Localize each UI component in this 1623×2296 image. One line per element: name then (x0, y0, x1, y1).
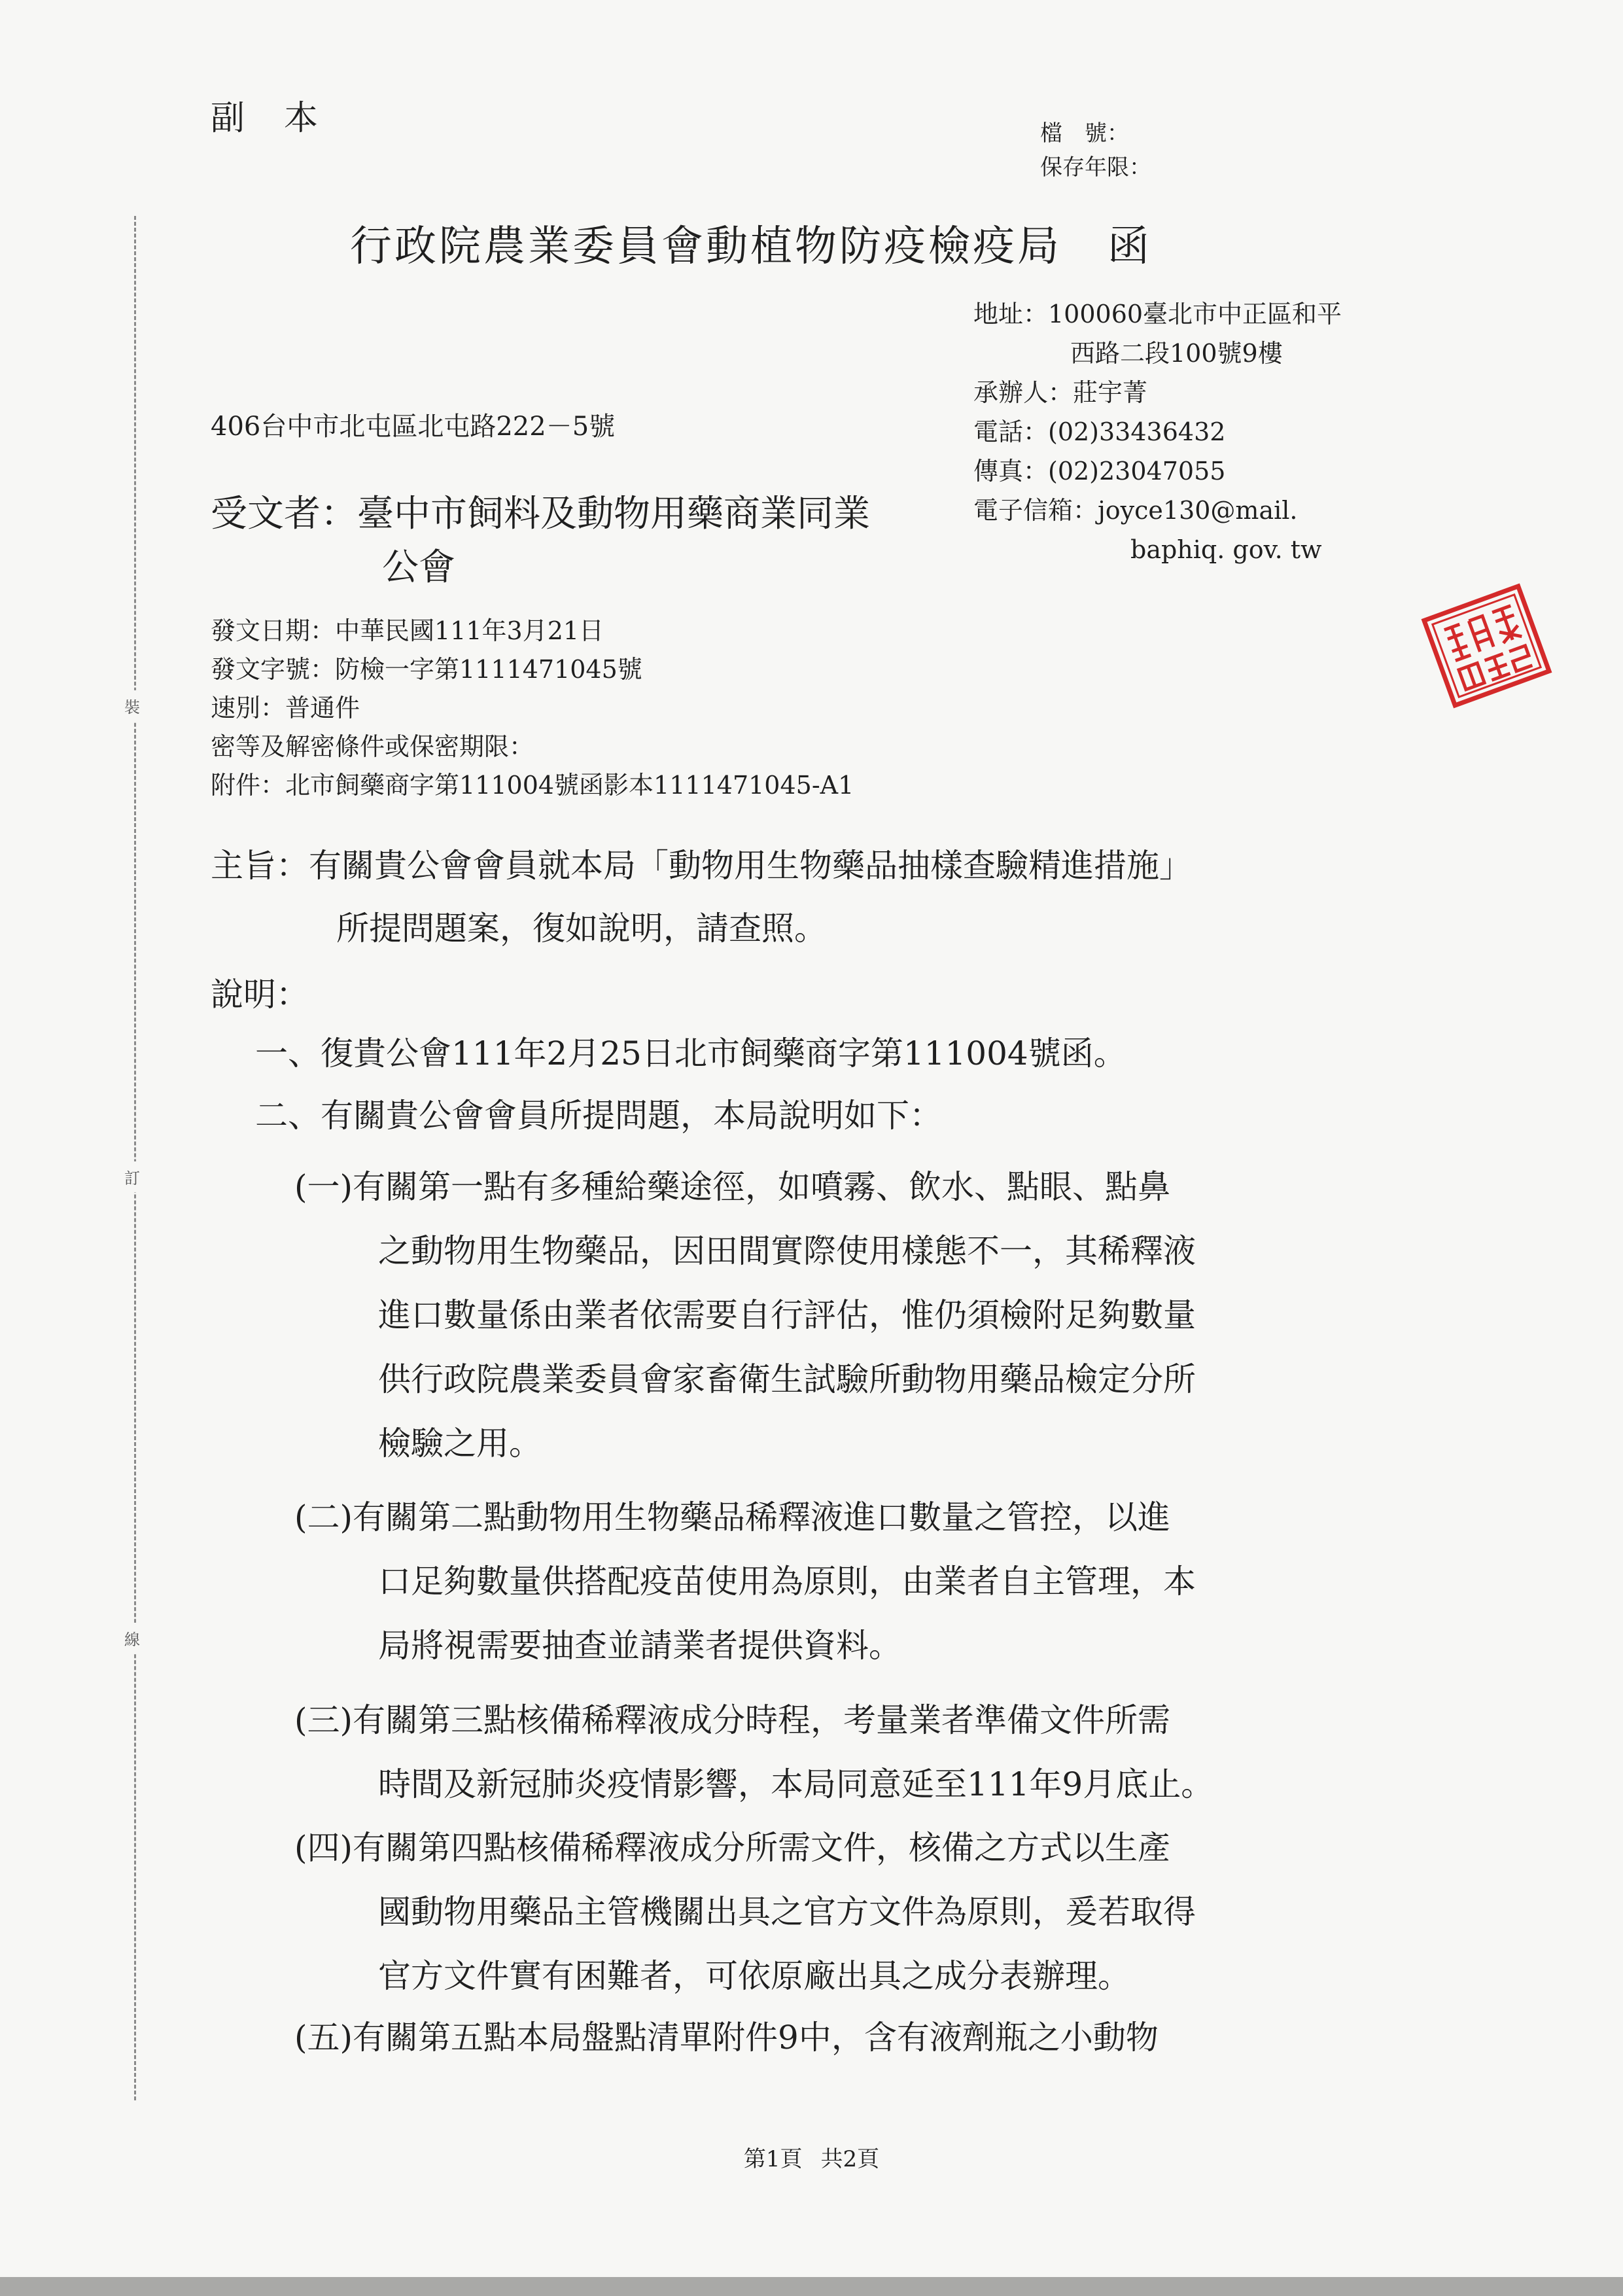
phone: 電話：(02)33436432 (973, 417, 1226, 446)
file-meta (1040, 116, 1151, 185)
agency-name: 行政院農業委員會動植物防疫檢疫局 (350, 222, 1062, 271)
secrecy-level: 密等及解密條件或保密期限： (211, 732, 534, 761)
sub-item-5 (294, 2005, 1159, 2070)
sub-item-1-line: 之動物用生物藥品，因田間實際使用樣態不一，其稀釋液 (378, 1232, 1196, 1270)
subject (211, 834, 1192, 960)
address-line1: 地址：100060臺北市中正區和平 (973, 300, 1342, 328)
recipient-line2: 公會 (382, 546, 455, 589)
contact-block (973, 294, 1342, 569)
sub-item-1-line: (一)有關第一點有多種給藥途徑，如噴霧、飲水、點眼、點鼻 (294, 1168, 1171, 1206)
recipient-address: 406台中市北屯區北屯路222－5號 (211, 412, 616, 442)
subject-line1: 主旨：有關貴公會會員就本局「動物用生物藥品抽樣查驗精進措施」 (211, 847, 1192, 885)
sub-item-4-line: (四)有關第四點核備稀釋液成分所需文件，核備之方式以生產 (294, 1829, 1171, 1867)
document-title (350, 213, 1152, 273)
sub-item-1-line: 檢驗之用。 (378, 1424, 542, 1462)
sub-item-4-line: 國動物用藥品主管機關出具之官方文件為原則，爰若取得 (378, 1893, 1196, 1931)
page-number: 第1頁 (743, 2146, 803, 2172)
subject-line2: 所提問題案，復如說明，請查照。 (336, 910, 827, 947)
sub-item-4 (294, 1816, 1196, 2008)
handler: 承辦人：莊宇菁 (973, 378, 1148, 407)
email-line1: 電子信箱：joyce130@mail. (973, 496, 1298, 525)
sub-item-2-line: (二)有關第二點動物用生物藥品稀釋液進口數量之管控，以進 (294, 1498, 1171, 1536)
sub-item-3-line: (三)有關第三點核備稀釋液成分時程，考量業者準備文件所需 (294, 1701, 1171, 1739)
binding-mark-xian: 線 (124, 1623, 140, 1653)
document-metadata (211, 612, 854, 805)
file-number-label: 檔 號： (1040, 120, 1129, 147)
official-seal-stamp (1419, 581, 1554, 710)
sub-item-2-line: 局將視需要抽查並請業者提供資料。 (378, 1627, 901, 1665)
sub-item-2-line: 口足夠數量供搭配疫苗使用為原則，由業者自主管理，本 (378, 1563, 1196, 1600)
page-total: 共2頁 (820, 2146, 880, 2172)
recipient-line1: 受文者：臺中市飼料及動物用藥商業同業 (211, 493, 870, 535)
fax: 傳真：(02)23047055 (973, 457, 1226, 486)
address-line2: 西路二段100號9樓 (1070, 339, 1283, 368)
scan-edge (0, 2277, 1623, 2296)
delivery-speed: 速別：普通件 (211, 694, 360, 722)
issue-date: 發文日期：中華民國111年3月21日 (211, 616, 604, 645)
attachment: 附件：北市飼藥商字第111004號函影本1111471045-A1 (211, 771, 854, 800)
sub-item-4-line: 官方文件實有困難者，可依原廠出具之成分表辦理。 (378, 1957, 1130, 1995)
sub-item-1 (294, 1155, 1196, 1475)
sub-item-5-line: (五)有關第五點本局盤點清單附件9中，含有液劑瓶之小動物 (294, 2019, 1159, 2057)
sub-item-1-line: 進口數量係由業者依需要自行評估，惟仍須檢附足夠數量 (378, 1296, 1196, 1334)
description-item-2: 二、有關貴公會會員所提問題，本局說明如下： (255, 1097, 942, 1135)
description-label: 說明： (211, 976, 309, 1014)
sub-item-3-line: 時間及新冠肺炎疫情影響，本局同意延至111年9月底止。 (378, 1765, 1214, 1803)
sub-item-2 (294, 1485, 1196, 1678)
copy-mark: 副本 (211, 99, 358, 138)
recipient (211, 487, 870, 595)
sub-item-3 (294, 1688, 1213, 1816)
email-line2: baphiq. gov. tw (1130, 535, 1322, 564)
binding-mark-zhuang: 裝 (124, 690, 140, 721)
document-type: 函 (1108, 222, 1152, 271)
sub-item-1-line: 供行政院農業委員會家畜衛生試驗所動物用藥品檢定分所 (378, 1360, 1196, 1398)
binding-mark-ding: 訂 (124, 1161, 140, 1192)
retention-label: 保存年限： (1040, 154, 1151, 181)
binding-line (134, 216, 136, 2100)
document-number: 發文字號：防檢一字第1111471045號 (211, 655, 642, 684)
page-footer (0, 2141, 1623, 2173)
description-item-1: 一、復貴公會111年2月25日北市飼藥商字第111004號函。 (255, 1034, 1126, 1072)
